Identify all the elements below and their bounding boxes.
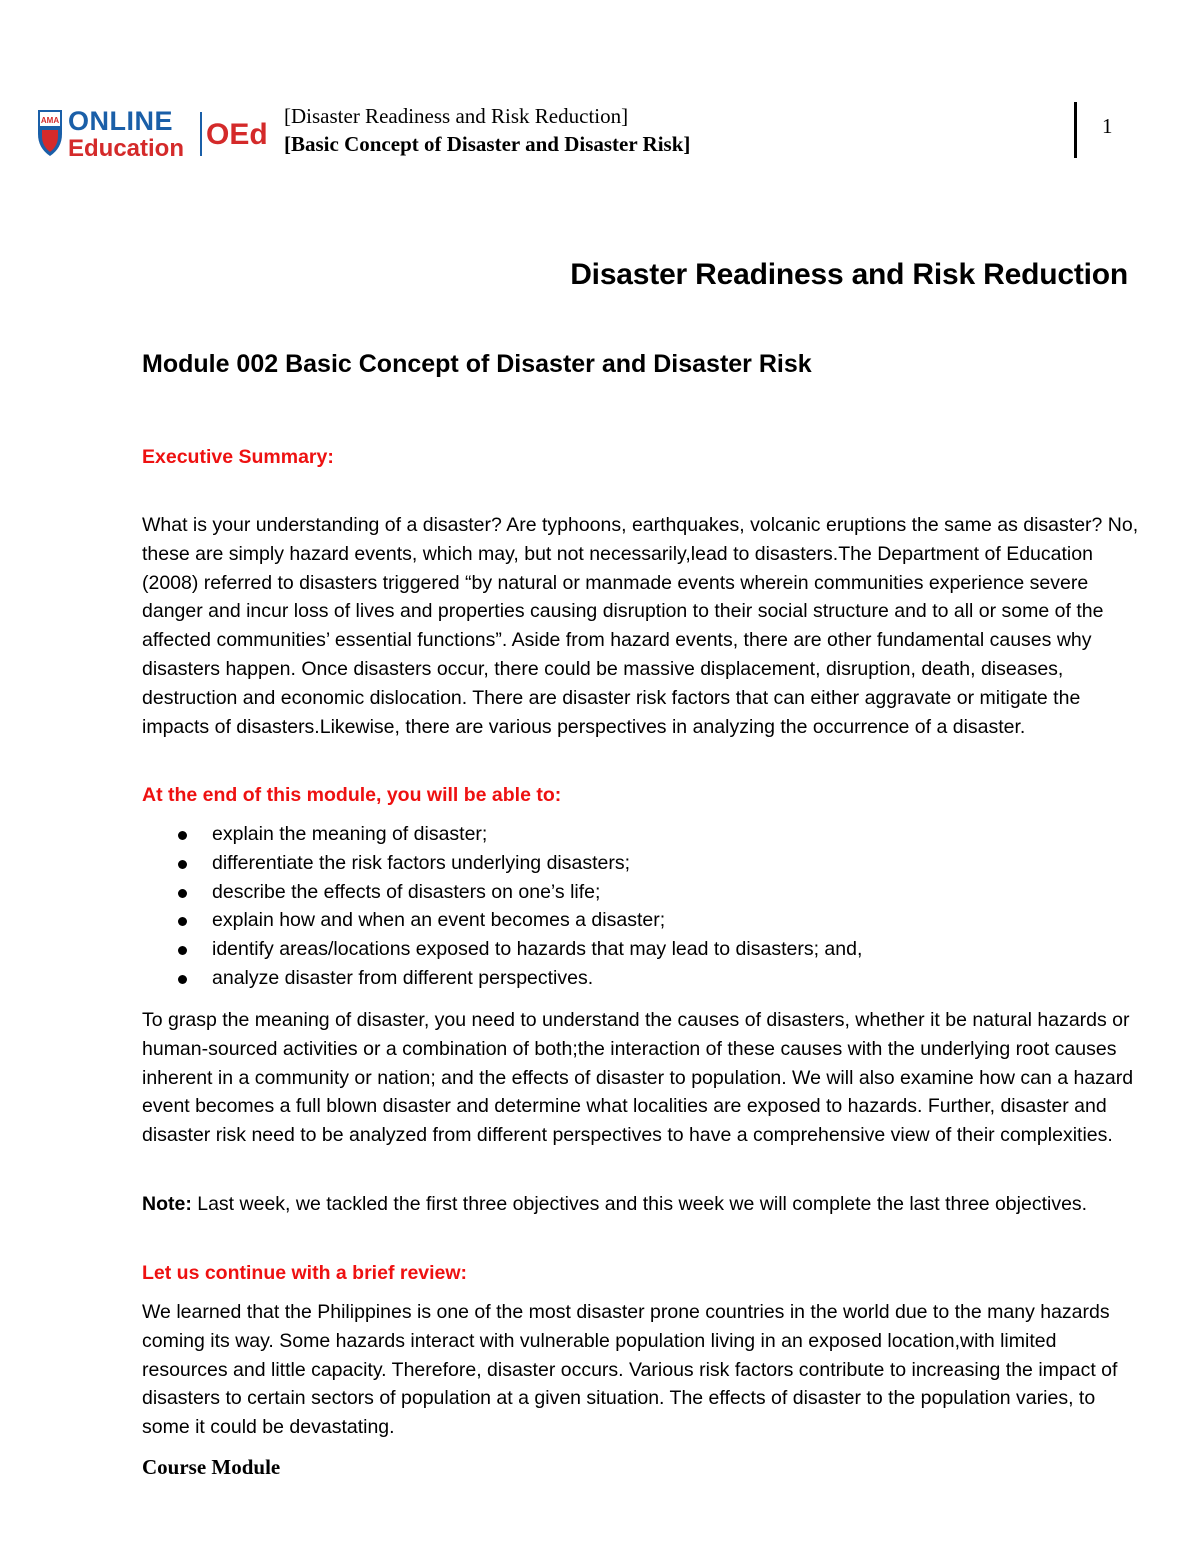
note-paragraph [142,1190,1142,1219]
page-number: 1 [1102,114,1113,138]
header-module-title: [Basic Concept of Disaster and Disaster Risk] [284,132,691,156]
header-divider [1074,102,1077,158]
summary-paragraph: What is your understanding of a disaster? Are typhoons, earthquakes, volcanic eruptions the same as disaster? No, these are simply hazard events, which may, but not necessarily,lead to disasters.The Department of Education (2008) referred to disasters triggered “by natural or manmade events wherein communities experience severe danger and incur loss of lives and properties causing disruption to their social structure and to all or some of the affected communities’ essential functions”. Aside from hazard events, there are other fundamental causes why disasters happen. Once disasters occur, there could be massive displacement, disruption, death, diseases, destruction and economic dislocation. There are disaster risk factors that can either aggravate or mitigate the impacts of disasters.Likewise, there are various perspectives in analyzing the occurrence of a disaster. [142,514,1139,738]
objective-text: analyze disaster from different perspectives. [212,966,594,989]
bullet-icon [178,831,187,840]
objective-text: explain how and when an event becomes a disaster; [212,909,666,932]
objectives-heading: At the end of this module, you will be able to: [142,784,562,806]
list-item [142,820,1142,849]
note-label: Note: [142,1193,192,1215]
objective-text: differentiate the risk factors underlying disasters; [212,851,631,874]
header-course-title: [Disaster Readiness and Risk Reduction] [284,104,629,128]
executive-summary-heading: Executive Summary: [142,446,334,468]
note-text: Last week, we tackled the first three objectives and this week we will complete the last three objectives. [191,1193,1088,1215]
svg-text:Education: Education [68,135,185,160]
bullet-icon [178,889,187,898]
svg-text:OEd: OEd [206,118,268,151]
online-education-logo [36,104,276,160]
objectives-list [142,820,1142,993]
bullet-icon [178,975,187,984]
list-item [142,906,1142,935]
objective-text: describe the effects of disasters on one’s life; [212,880,601,903]
header-titles [284,102,690,158]
course-module-footer: Course Module [142,1455,281,1479]
review-paragraph: We learned that the Philippines is one of the most disaster prone countries in the world due to the many hazards coming its way. Some hazards interact with vulnerable population living in an exposed location,with limited resources and little capacity. Therefore, disaster occurs. Various risk factors contribute to increasing the impact of disasters to certain sectors of population at a given situation. The effects of disaster to the population varies, to some it could be devastating. [142,1301,1118,1439]
svg-text:ONLINE: ONLINE [68,106,174,136]
objective-text: identify areas/locations exposed to hazards that may lead to disasters; and, [212,938,863,961]
list-item [142,964,1142,993]
module-title: Module 002 Basic Concept of Disaster and Disaster Risk [142,350,812,378]
bullet-icon [178,917,187,926]
list-item [142,878,1142,907]
list-item [142,935,1142,964]
meaning-paragraph: To grasp the meaning of disaster, you need to understand the causes of disasters, whether it be natural hazards or human-sourced activities or a combination of both;the interaction of these causes with the underlying root causes inherent in a community or nation; and the effects of disaster to population. We will also examine how can a hazard event becomes a full blown disaster and determine what localities are exposed to hazards. Further, disaster and disaster risk need to be analyzed from different perspectives to have a comprehensive view of their complexities. [142,1009,1134,1147]
svg-text:AMA: AMA [40,116,60,125]
list-item [142,849,1142,878]
objective-text: explain the meaning of disaster; [212,823,488,845]
page-header [36,98,1136,162]
crest-icon [38,110,62,156]
bullet-icon [178,860,187,869]
review-heading: Let us continue with a brief review: [142,1262,468,1284]
bullet-icon [178,946,187,955]
document-title: Disaster Readiness and Risk Reduction [570,258,1128,291]
